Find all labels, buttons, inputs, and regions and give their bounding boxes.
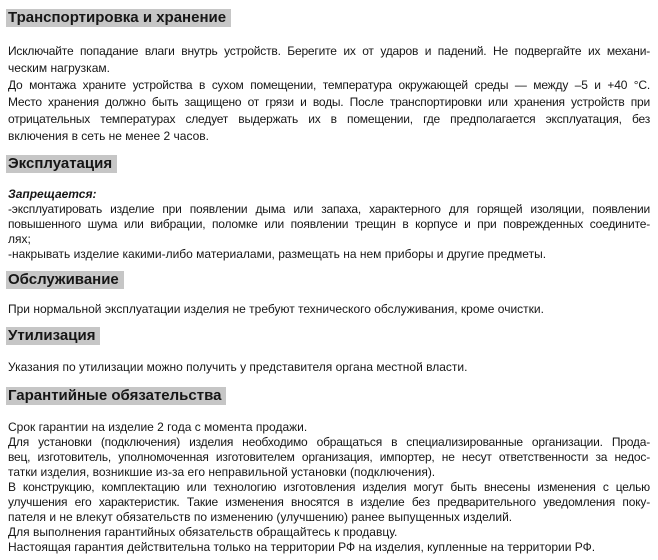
text-line: отрицательных температурах следует выдержать их в помещении, где предполагается эксплуатация, без xyxy=(8,112,650,126)
section-warranty xyxy=(8,387,650,555)
section-heading-maintenance: Обслуживание xyxy=(6,271,124,289)
text-line: повышенного шума или вибрации, поломке или появлении трещин в корпусе и при поврежденных соедините- xyxy=(8,217,650,231)
paragraph-operation xyxy=(8,187,650,262)
paragraph-maintenance xyxy=(8,302,650,317)
text-line: Срок гарантии на изделие 2 года с момента продажи. xyxy=(8,420,308,434)
paragraph-warranty xyxy=(8,420,650,555)
section-transport-and-storage xyxy=(8,9,650,145)
paragraph-transport xyxy=(8,43,650,145)
text-line: Указания по утилизации можно получить у представителя органа местной власти. xyxy=(8,360,468,374)
text-line: лях; xyxy=(8,232,31,246)
section-maintenance xyxy=(8,271,650,317)
text-line: Для выполнения гарантийных обязательств обращайтесь к продавцу. xyxy=(8,525,398,539)
section-operation xyxy=(8,155,650,262)
text-line: -накрывать изделие какими-либо материалами, размещать на нем приборы и другие предметы. xyxy=(8,247,547,261)
text-line: -эксплуатировать изделие при появлении дыма или запаха, характерного для горящей изоляции, появлении xyxy=(8,202,650,216)
text-line: При нормальной эксплуатации изделия не требуют технического обслуживания, кроме очистки. xyxy=(8,302,544,316)
section-disposal xyxy=(8,327,650,375)
text-line: До монтажа храните устройства в сухом помещении, температура окружающей среды — между –5 и +40 °С. xyxy=(8,78,650,92)
section-heading-warranty: Гарантийные обязательства xyxy=(6,387,226,405)
text-line: включения в сеть не менее 2 часов. xyxy=(8,129,209,143)
section-heading-disposal: Утилизация xyxy=(6,327,100,345)
section-heading-transport: Транспортировка и хранение xyxy=(6,9,231,27)
text-line: В конструкцию, комплектацию или технологию изготовления изделия могут быть внесены изменения с целью xyxy=(8,480,650,494)
text-line: Настоящая гарантия действительна только на территории РФ на изделия, купленные на территории РФ. xyxy=(8,540,596,554)
paragraph-disposal xyxy=(8,360,650,375)
text-line: ческим нагрузкам. xyxy=(8,61,110,75)
text-line: Место хранения должно быть защищено от грязи и воды. После транспортировки или хранения устройств при xyxy=(8,95,650,109)
section-heading-operation: Эксплуатация xyxy=(6,155,117,173)
text-line: Исключайте попадание влаги внутрь устройств. Берегите их от ударов и падений. Не подвергайте их механи- xyxy=(8,44,650,58)
text-line: Для установки (подключения) изделия необходимо обращаться в специализированные организации. Прода- xyxy=(8,435,650,449)
text-line: вец, изготовитель, уполномоченная изготовителем организация, импортер, не несут ответственности за недос- xyxy=(8,450,650,464)
forbidden-label: Запрещается: xyxy=(8,187,97,201)
text-line: пателя и не влекут обязательств по изменению (улучшению) ранее выпущенных изделий. xyxy=(8,510,513,524)
text-line: улучшения его характеристик. Такие изменения вносятся в изделие без предварительного уведомления поку- xyxy=(8,495,650,509)
text-line: татки изделия, возникшие из-за его неправильной установки (подключения). xyxy=(8,465,436,479)
